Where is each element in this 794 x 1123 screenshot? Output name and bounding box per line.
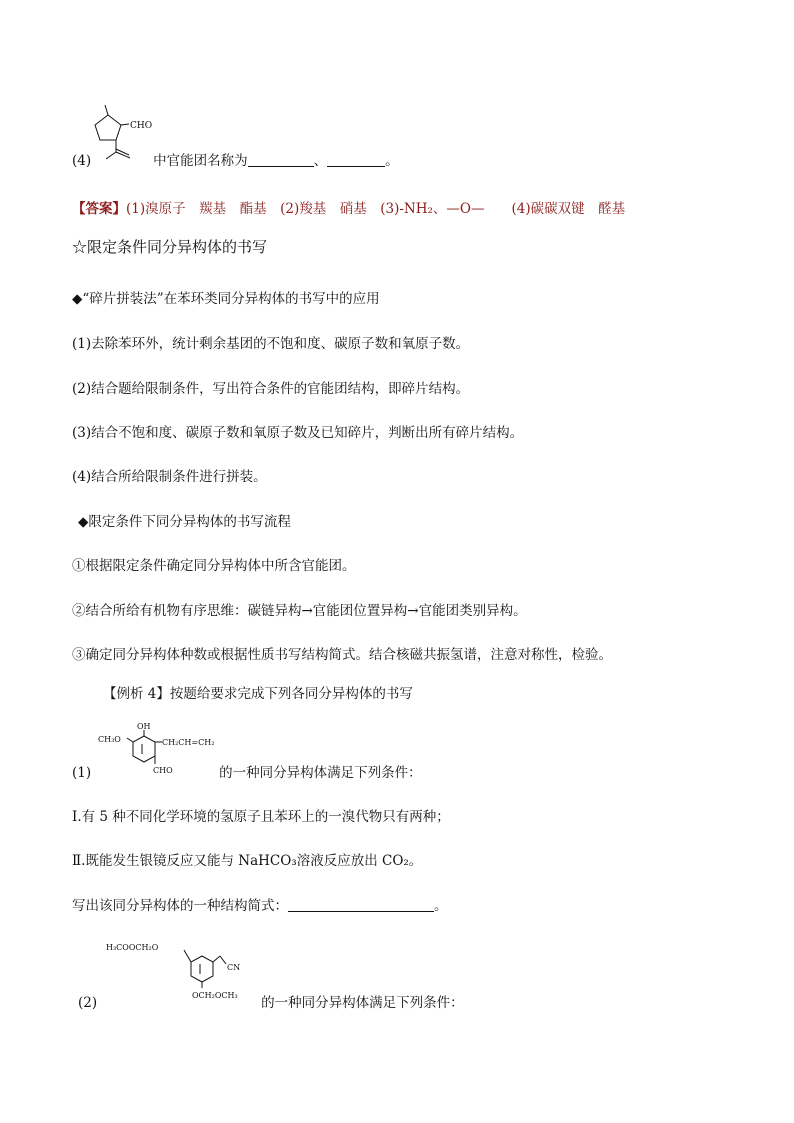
- flow-1: ①根据限定条件确定同分异构体中所含官能团。: [72, 558, 356, 574]
- p2-line: [78, 994, 464, 1012]
- example-title: 【例析 4】按题给要求完成下列各同分异构体的书写: [103, 686, 413, 702]
- step-1: (1)去除苯环外，统计剩余基团的不饱和度、碳原子数和氧原子数。: [72, 336, 470, 352]
- q4-text: 中官能团名称为: [153, 153, 248, 169]
- p2-top-label: H₃COOCH₂O: [106, 943, 159, 952]
- p1-text: 的一种同分异构体满足下列条件：: [219, 765, 422, 781]
- answer-line: [72, 200, 625, 218]
- q4-blank-1[interactable]: [248, 152, 314, 167]
- p2-bottom-label: OCH₂OCH₃: [192, 991, 238, 1000]
- q4-number: (4): [72, 153, 92, 169]
- p2-number: (2): [78, 995, 98, 1011]
- method2-title: ◆限定条件下同分异构体的书写流程: [78, 514, 291, 530]
- flow-2: ②结合所给有机物有序思维：碳链异构→官能团位置异构→官能团类别异构。: [72, 603, 527, 619]
- p1-cho-label: CHO: [153, 766, 173, 775]
- step-4: (4)结合所给限制条件进行拼装。: [72, 469, 267, 485]
- p1-answer-blank[interactable]: [288, 897, 434, 912]
- p1-condition-1: Ⅰ.有 5 种不同化学环境的氢原子且苯环上的一溴代物只有两种；: [72, 809, 450, 825]
- answer-text: (1)溴原子 羰基 酯基 (2)羧基 硝基 (3)-NH₂、—O— (4)碳碳双键 醛基: [126, 201, 626, 217]
- p2-text: 的一种同分异构体满足下列条件：: [261, 995, 464, 1011]
- p1-side-label: CH₂CH=CH₂: [162, 738, 215, 747]
- p1-condition-2: Ⅱ.既能发生银镜反应又能与 NaHCO₃溶液反应放出 CO₂。: [72, 853, 423, 869]
- p1-meo-label: CH₃O: [98, 735, 121, 744]
- section-title: ☆限定条件同分异构体的书写: [72, 238, 268, 256]
- p1-line: [72, 764, 422, 782]
- q4-line: (4) 中官能团名称为 、 。: [72, 153, 399, 169]
- flow-3: ③确定同分异构体种数或根据性质书写结构简式。结合核磁共振氢谱，注意对称性，检验。: [72, 647, 612, 663]
- p1-ask: 写出该同分异构体的一种结构简式： 。: [72, 898, 448, 914]
- p1-number: (1): [72, 765, 92, 781]
- q4-cho-label: CHO: [130, 121, 153, 131]
- method1-title: ◆“碎片拼装法”在苯环类同分异构体的书写中的应用: [72, 291, 380, 307]
- answer-tag: 【答案】: [72, 201, 126, 217]
- step-3: (3)结合不饱和度、碳原子数和氧原子数及已知碎片，判断出所有碎片结构。: [72, 425, 524, 441]
- step-2: (2)结合题给限制条件，写出符合条件的官能团结构，即碎片结构。: [72, 381, 470, 397]
- p2-cn-label: CN: [227, 963, 241, 972]
- p1-oh-label: OH: [137, 722, 151, 731]
- q4-blank-2[interactable]: [327, 152, 385, 167]
